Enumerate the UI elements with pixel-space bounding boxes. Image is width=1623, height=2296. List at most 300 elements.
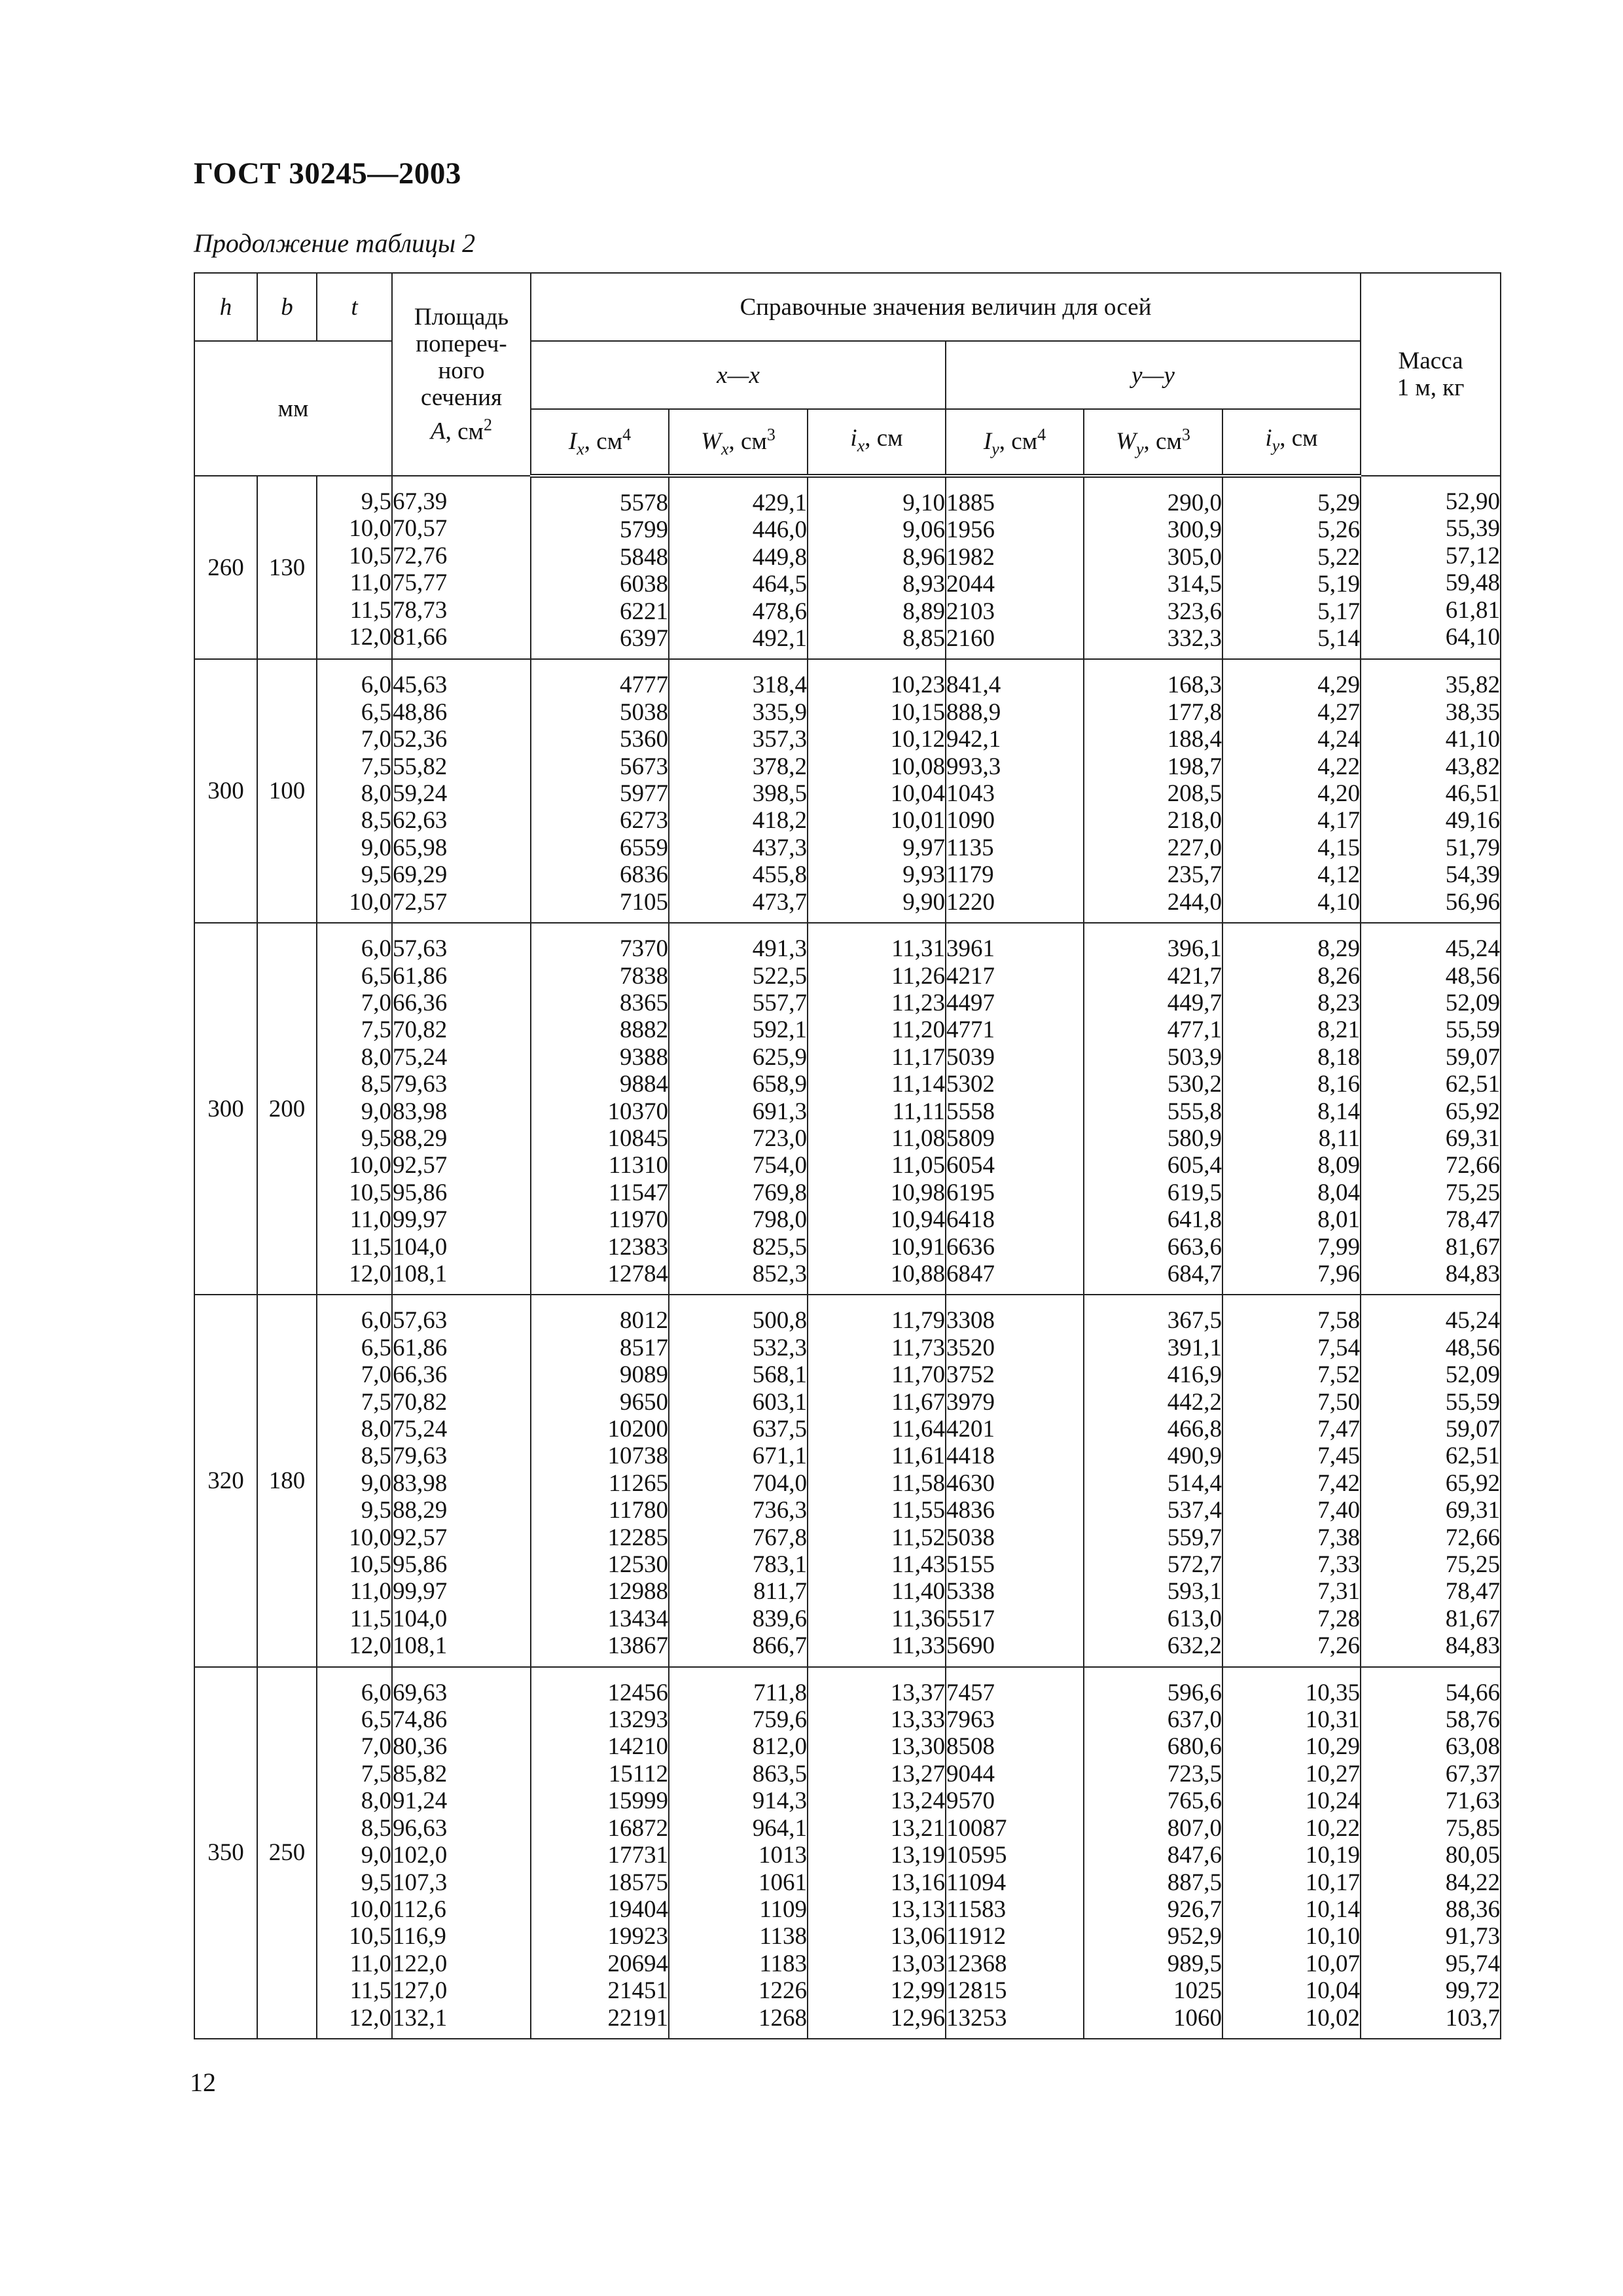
cell-value: 12,99	[890, 1977, 945, 2005]
cell-value: 952,9	[1167, 1923, 1222, 1950]
cell-value: 10,10	[1305, 1923, 1360, 1950]
cell-value: 12,96	[890, 2004, 945, 2032]
cell-value: 81,67	[1445, 1605, 1500, 1632]
cell-value: 9,93	[902, 861, 945, 889]
cell-value: 10,5	[349, 1923, 391, 1950]
cell-value: 500,8	[752, 1307, 807, 1335]
header-units-mm: мм	[194, 341, 392, 476]
cell-value: 9,90	[902, 888, 945, 916]
cell-value: 4217	[946, 962, 995, 990]
cell-value: 61,86	[393, 1334, 448, 1361]
cell-value: 4,27	[1317, 698, 1360, 726]
cell-value: 107,3	[393, 1869, 448, 1896]
cell-value: 19923	[607, 1923, 668, 1950]
cell-value: 8,0	[361, 1043, 391, 1071]
cell-value: 84,83	[1445, 1260, 1500, 1287]
cell-value: 11,31	[891, 935, 945, 963]
cell-value: 11970	[608, 1206, 668, 1234]
cell-value: 6,5	[361, 1334, 391, 1361]
cell-value: 6,0	[361, 1679, 391, 1706]
cell-value: 11,33	[891, 1632, 945, 1660]
radius-x-values	[808, 1667, 946, 2039]
cell-value: 75,77	[393, 569, 448, 597]
table-body	[194, 476, 1501, 2039]
section-properties-table	[194, 272, 1501, 2039]
cell-h: 350	[194, 1667, 257, 2039]
cell-value: 6847	[946, 1260, 995, 1287]
cell-value: 7,33	[1317, 1551, 1360, 1579]
thickness-values	[317, 923, 392, 1295]
ix-values	[531, 476, 669, 659]
cell-value: 8,14	[1317, 1098, 1360, 1125]
document-title: ГОСТ 30245—2003	[194, 156, 461, 190]
cell-value: 102,0	[393, 1842, 448, 1869]
cell-value: 95,74	[1445, 1950, 1500, 1977]
cell-value: 104,0	[393, 1605, 448, 1632]
cell-value: 4771	[946, 1016, 995, 1044]
cell-value: 464,5	[752, 571, 807, 598]
cell-value: 6559	[620, 834, 668, 861]
cell-value: 7,31	[1317, 1578, 1360, 1605]
cell-value: 45,63	[393, 672, 448, 699]
cell-value: 7,58	[1317, 1307, 1360, 1335]
cell-value: 11780	[608, 1497, 668, 1524]
cell-value: 5,26	[1317, 516, 1360, 544]
header-mass	[1361, 273, 1501, 476]
cell-value: 7963	[946, 1706, 995, 1734]
cell-value: 367,5	[1167, 1307, 1222, 1335]
cell-value: 72,76	[393, 542, 448, 569]
cell-value: 7,28	[1317, 1605, 1360, 1632]
cell-value: 8,85	[902, 625, 945, 653]
cell-value: 52,09	[1445, 989, 1500, 1016]
cell-value: 7,42	[1317, 1469, 1360, 1497]
cell-value: 11,52	[891, 1524, 945, 1551]
header-wy: $W_y$, $см^3$	[1084, 409, 1222, 476]
cell-value: 11,5	[349, 1233, 391, 1261]
cell-value: 8,93	[902, 571, 945, 598]
table-row	[194, 659, 1501, 923]
cell-value: 5,29	[1317, 490, 1360, 516]
radius-x-values	[808, 923, 946, 1295]
cell-value: 841,4	[946, 672, 1001, 699]
cell-value: 7105	[620, 888, 668, 916]
cell-value: 769,8	[752, 1179, 807, 1206]
cell-value: 9,5	[361, 1497, 391, 1524]
cell-value: 79,63	[393, 1071, 448, 1098]
cell-value: 13253	[946, 2004, 1007, 2032]
cell-value: 13434	[607, 1605, 668, 1632]
cell-value: 58,76	[1445, 1706, 1500, 1734]
cell-value: 11583	[946, 1895, 1007, 1923]
cell-value: 10,88	[890, 1260, 945, 1287]
cell-value: 18575	[607, 1869, 668, 1896]
cell-value: 13,33	[890, 1706, 945, 1734]
cell-b: 250	[257, 1667, 317, 2039]
cell-value: 323,6	[1167, 598, 1222, 625]
cell-value: 10,12	[890, 726, 945, 753]
cell-value: 9,5	[361, 1124, 391, 1152]
cell-value: 52,90	[1445, 488, 1500, 515]
cell-value: 20694	[607, 1950, 668, 1977]
cell-value: 11310	[608, 1152, 668, 1179]
cell-value: 132,1	[393, 2004, 448, 2032]
wy-values	[1084, 1667, 1222, 2039]
cell-value: 491,3	[752, 935, 807, 963]
cell-value: 914,3	[752, 1787, 807, 1815]
cell-value: 989,5	[1167, 1950, 1222, 1977]
cell-value: 13,21	[890, 1814, 945, 1842]
cell-value: 993,3	[946, 753, 1001, 780]
cell-value: 5799	[620, 516, 668, 544]
cell-value: 5038	[946, 1524, 995, 1551]
cell-value: 942,1	[946, 726, 1001, 753]
cell-value: 54,66	[1445, 1679, 1500, 1706]
wy-values	[1084, 476, 1222, 659]
wy-values	[1084, 923, 1222, 1295]
cell-value: 69,31	[1445, 1124, 1500, 1152]
cell-value: 5039	[946, 1043, 995, 1071]
mass-values	[1361, 923, 1501, 1295]
cell-value: 593,1	[1167, 1578, 1222, 1605]
cell-value: 65,92	[1445, 1098, 1500, 1125]
cell-value: 62,51	[1445, 1443, 1500, 1470]
cell-value: 12,0	[349, 624, 391, 651]
cell-value: 300,9	[1167, 516, 1222, 544]
cell-value: 12285	[607, 1524, 668, 1551]
radius-x-values	[808, 1295, 946, 1666]
cell-value: 99,72	[1445, 1977, 1500, 2005]
cell-value: 8,21	[1317, 1016, 1360, 1044]
cell-value: 559,7	[1167, 1524, 1222, 1551]
cell-value: 48,56	[1445, 1334, 1500, 1361]
cell-value: 56,96	[1445, 888, 1500, 916]
cell-value: 75,25	[1445, 1551, 1500, 1579]
cell-value: 78,73	[393, 596, 448, 624]
cell-value: 6,5	[361, 698, 391, 726]
cell-value: 13,03	[890, 1950, 945, 1977]
cell-value: 532,3	[752, 1334, 807, 1361]
cell-value: 503,9	[1167, 1043, 1222, 1071]
cell-value: 490,9	[1167, 1443, 1222, 1470]
cell-value: 66,36	[393, 1361, 448, 1389]
cell-value: 7,5	[361, 1760, 391, 1787]
cell-value: 88,36	[1445, 1895, 1500, 1923]
mass-line-1: Масса	[1398, 348, 1463, 374]
cell-value: 88,29	[393, 1497, 448, 1524]
cell-value: 852,3	[752, 1260, 807, 1287]
cell-value: 4,17	[1317, 807, 1360, 834]
cell-value: 4,22	[1317, 753, 1360, 780]
cell-value: 3961	[946, 935, 995, 963]
cell-value: 9,0	[361, 1469, 391, 1497]
cell-value: 580,9	[1167, 1124, 1222, 1152]
cell-value: 108,1	[393, 1260, 448, 1287]
cell-value: 605,4	[1167, 1152, 1222, 1179]
cell-value: 11,20	[891, 1016, 945, 1044]
radius-y-values	[1222, 1295, 1361, 1666]
cell-value: 5690	[946, 1632, 995, 1660]
cell-value: 35,82	[1445, 672, 1500, 699]
cell-value: 7,47	[1317, 1416, 1360, 1443]
cell-value: 926,7	[1167, 1895, 1222, 1923]
radius-y-values	[1222, 476, 1361, 659]
mass-values	[1361, 1295, 1501, 1666]
cell-value: 7,5	[361, 1016, 391, 1044]
cell-value: 10,08	[890, 753, 945, 780]
cell-value: 9650	[620, 1388, 668, 1416]
cell-value: 555,8	[1167, 1098, 1222, 1125]
cell-value: 168,3	[1167, 672, 1222, 699]
cell-value: 6836	[620, 861, 668, 889]
cell-value: 57,12	[1445, 542, 1500, 569]
cell-value: 378,2	[752, 753, 807, 780]
cell-value: 11,05	[891, 1152, 945, 1179]
cell-value: 5,14	[1317, 625, 1360, 653]
cell-value: 711,8	[753, 1679, 807, 1706]
cell-value: 663,6	[1167, 1233, 1222, 1261]
cell-value: 112,6	[393, 1895, 446, 1923]
cell-value: 13,16	[890, 1869, 945, 1896]
cell-value: 95,86	[393, 1179, 448, 1206]
cell-value: 208,5	[1167, 780, 1222, 808]
cell-value: 14210	[607, 1733, 668, 1761]
cell-value: 1061	[758, 1869, 807, 1896]
cell-value: 9,0	[361, 1842, 391, 1869]
area-unit: , $см^2$	[445, 415, 492, 445]
cell-value: 11912	[946, 1923, 1007, 1950]
cell-value: 1956	[946, 516, 995, 544]
cell-value: 592,1	[752, 1016, 807, 1044]
wy-values	[1084, 659, 1222, 923]
cell-value: 67,37	[1445, 1760, 1500, 1787]
radius-y-values	[1222, 1667, 1361, 2039]
cell-value: 5038	[620, 698, 668, 726]
cell-value: 11,5	[349, 596, 391, 624]
cell-value: 10,17	[1305, 1869, 1360, 1896]
cell-value: 1138	[759, 1923, 807, 1950]
cell-value: 8365	[620, 989, 668, 1016]
cell-value: 5517	[946, 1605, 995, 1632]
cell-value: 9,0	[361, 1098, 391, 1125]
cell-value: 13,19	[890, 1842, 945, 1869]
cell-value: 59,07	[1445, 1416, 1500, 1443]
cell-value: 244,0	[1167, 888, 1222, 916]
cell-value: 318,4	[752, 672, 807, 699]
cell-value: 767,8	[752, 1524, 807, 1551]
cell-value: 5155	[946, 1551, 995, 1579]
cell-value: 7,50	[1317, 1388, 1360, 1416]
cell-value: 863,5	[752, 1760, 807, 1787]
cell-b: 130	[257, 476, 317, 659]
cell-value: 704,0	[752, 1469, 807, 1497]
cell-value: 449,7	[1167, 989, 1222, 1016]
cell-value: 13,24	[890, 1787, 945, 1815]
cell-value: 227,0	[1167, 834, 1222, 861]
area-values	[392, 1667, 531, 2039]
cell-value: 6,0	[361, 672, 391, 699]
cell-value: 4630	[946, 1469, 995, 1497]
cell-value: 9,0	[361, 834, 391, 861]
cell-b: 200	[257, 923, 317, 1295]
cell-value: 11,70	[891, 1361, 945, 1389]
cell-value: 69,63	[393, 1679, 448, 1706]
cell-value: 91,24	[393, 1787, 448, 1815]
cell-value: 5977	[620, 780, 668, 808]
cell-value: 92,57	[393, 1524, 448, 1551]
cell-value: 632,2	[1167, 1632, 1222, 1660]
cell-value: 625,9	[752, 1043, 807, 1071]
area-values	[392, 476, 531, 659]
cell-value: 7,99	[1317, 1233, 1360, 1261]
cell-value: 1982	[946, 543, 995, 571]
cell-value: 466,8	[1167, 1416, 1222, 1443]
cell-value: 10,07	[1305, 1950, 1360, 1977]
cell-value: 2044	[946, 571, 995, 598]
cell-value: 839,6	[752, 1605, 807, 1632]
cell-value: 8,01	[1317, 1206, 1360, 1234]
cell-value: 3308	[946, 1307, 995, 1335]
wx-values	[669, 476, 808, 659]
cell-value: 10,91	[890, 1233, 945, 1261]
cell-value: 19404	[607, 1895, 668, 1923]
cell-value: 12368	[946, 1950, 1007, 1977]
cell-value: 1090	[946, 807, 995, 834]
cell-value: 10,01	[890, 807, 945, 834]
cell-value: 619,5	[1167, 1179, 1222, 1206]
cell-value: 759,6	[752, 1706, 807, 1734]
cell-value: 79,63	[393, 1443, 448, 1470]
cell-value: 5809	[946, 1124, 995, 1152]
cell-value: 7457	[946, 1679, 995, 1706]
cell-value: 455,8	[752, 861, 807, 889]
cell-value: 8,96	[902, 543, 945, 571]
cell-value: 1885	[946, 490, 995, 516]
cell-value: 11,23	[891, 989, 945, 1016]
cell-value: 4497	[946, 989, 995, 1016]
cell-value: 38,35	[1445, 698, 1500, 726]
cell-value: 10,0	[349, 1895, 391, 1923]
cell-value: 9884	[620, 1071, 668, 1098]
cell-value: 1268	[758, 2004, 807, 2032]
iy-values	[946, 923, 1084, 1295]
cell-value: 10595	[946, 1842, 1007, 1869]
iy-values	[946, 1667, 1084, 2039]
iy-values	[946, 659, 1084, 923]
cell-value: 11094	[946, 1869, 1007, 1896]
cell-value: 8,23	[1317, 989, 1360, 1016]
cell-value: 1109	[759, 1895, 807, 1923]
cell-value: 108,1	[393, 1632, 448, 1660]
cell-value: 10370	[607, 1098, 668, 1125]
mass-values	[1361, 476, 1501, 659]
cell-value: 10,0	[349, 888, 391, 916]
cell-h: 300	[194, 659, 257, 923]
cell-value: 442,2	[1167, 1388, 1222, 1416]
header-axis-x: x—x	[531, 341, 946, 409]
cell-value: 416,9	[1167, 1361, 1222, 1389]
cell-value: 10,14	[1305, 1895, 1360, 1923]
cell-value: 177,8	[1167, 698, 1222, 726]
thickness-values	[317, 1295, 392, 1666]
cell-value: 10,94	[890, 1206, 945, 1234]
cell-value: 8,5	[361, 1443, 391, 1470]
cell-value: 332,3	[1167, 625, 1222, 653]
cell-value: 13293	[607, 1706, 668, 1734]
cell-value: 12383	[607, 1233, 668, 1261]
cell-value: 1043	[946, 780, 995, 808]
cell-value: 12988	[607, 1578, 668, 1605]
cell-value: 66,36	[393, 989, 448, 1016]
cell-value: 10,31	[1305, 1706, 1360, 1734]
wx-values	[669, 1667, 808, 2039]
cell-value: 6221	[620, 598, 668, 625]
header-area	[392, 273, 531, 476]
cell-value: 12784	[607, 1260, 668, 1287]
cell-value: 10,5	[349, 1551, 391, 1579]
cell-value: 10,19	[1305, 1842, 1360, 1869]
cell-value: 765,6	[1167, 1787, 1222, 1815]
cell-value: 5578	[620, 490, 668, 516]
cell-value: 8,11	[1318, 1124, 1360, 1152]
cell-value: 17731	[607, 1842, 668, 1869]
cell-value: 11,40	[891, 1578, 945, 1605]
cell-value: 557,7	[752, 989, 807, 1016]
cell-value: 64,10	[1445, 624, 1500, 651]
cell-value: 492,1	[752, 625, 807, 653]
cell-value: 680,6	[1167, 1733, 1222, 1761]
cell-value: 59,07	[1445, 1043, 1500, 1071]
cell-value: 1220	[946, 888, 995, 916]
cell-value: 52,09	[1445, 1361, 1500, 1389]
cell-value: 4,20	[1317, 780, 1360, 808]
cell-value: 13867	[607, 1632, 668, 1660]
cell-value: 12815	[946, 1977, 1007, 2005]
area-values	[392, 1295, 531, 1666]
cell-value: 92,57	[393, 1152, 448, 1179]
cell-value: 887,5	[1167, 1869, 1222, 1896]
cell-h: 320	[194, 1295, 257, 1666]
cell-value: 10,15	[890, 698, 945, 726]
cell-value: 429,1	[752, 490, 807, 516]
header-iiy: $i_y$, см	[1222, 409, 1361, 476]
cell-value: 198,7	[1167, 753, 1222, 780]
cell-value: 398,5	[752, 780, 807, 808]
cell-value: 11,08	[891, 1124, 945, 1152]
cell-value: 396,1	[1167, 935, 1222, 963]
thickness-values	[317, 476, 392, 659]
cell-value: 99,97	[393, 1206, 448, 1234]
cell-value: 65,98	[393, 834, 448, 861]
page-number: 12	[190, 2068, 216, 2097]
cell-value: 10,35	[1305, 1679, 1360, 1706]
cell-value: 1183	[759, 1950, 807, 1977]
cell-value: 11,11	[892, 1098, 945, 1125]
cell-value: 6195	[946, 1179, 995, 1206]
cell-value: 7,0	[361, 726, 391, 753]
cell-value: 10,0	[349, 1152, 391, 1179]
cell-b: 100	[257, 659, 317, 923]
cell-value: 10,29	[1305, 1733, 1360, 1761]
cell-value: 10845	[607, 1124, 668, 1152]
cell-value: 13,30	[890, 1733, 945, 1761]
cell-value: 6273	[620, 807, 668, 834]
cell-value: 72,66	[1445, 1524, 1500, 1551]
cell-value: 514,4	[1167, 1469, 1222, 1497]
cell-value: 116,9	[393, 1923, 446, 1950]
cell-value: 10,5	[349, 1179, 391, 1206]
cell-value: 391,1	[1167, 1334, 1222, 1361]
